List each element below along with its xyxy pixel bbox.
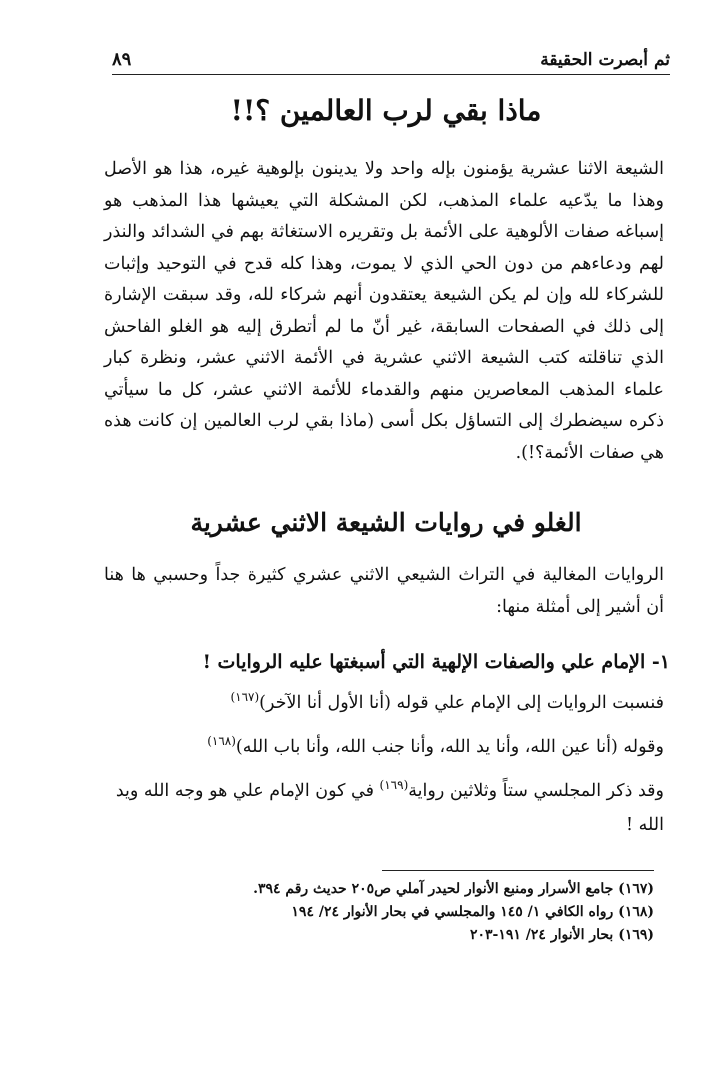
- narration-3-text-a: وقد ذكر المجلسي ستاً وثلاثين رواية: [408, 781, 664, 801]
- narration-line-3: [104, 774, 664, 842]
- narration-2-text: وقوله (أنا عين الله، وأنا يد الله، وأنا جنب الله، وأنا باب الله): [235, 737, 664, 757]
- narration-line-2: [104, 730, 664, 764]
- footnote-ref-168[interactable]: (١٦٨): [207, 734, 236, 749]
- footnote-168: (١٦٨) رواه الكافي ١/ ١٤٥ والمجلسي في بحار الأنوار ٢٤/ ١٩٤: [291, 904, 654, 920]
- subheading-imam-ali: ١- الإمام علي والصفات الإلهية التي أسبغتها عليه الروايات !: [202, 651, 670, 673]
- book-title: ثم أبصرت الحقيقة: [540, 50, 670, 70]
- section-title-main: ماذا بقي لرب العالمين ؟!!: [230, 94, 542, 127]
- narration-line-1: [104, 686, 664, 720]
- narration-1-text: فنسبت الروايات إلى الإمام علي قوله (أنا الأول أنا الآخر): [259, 693, 664, 713]
- footnote-ref-169[interactable]: (١٦٩): [379, 778, 409, 793]
- page-number: ٨٩: [112, 49, 132, 70]
- narration-3-text-b: في كون الإمام علي هو وجه الله ويد الله !: [115, 781, 664, 835]
- footnote-ref-167[interactable]: (١٦٧): [230, 690, 260, 705]
- running-header: [112, 44, 670, 75]
- footnote-169: (١٦٩) بحار الأنوار ٢٤/ ١٩١-٢٠٣: [469, 927, 654, 943]
- footnotes: [112, 878, 654, 947]
- gulu-paragraph: الروايات المغالية في التراث الشيعي الاثني عشري كثيرة جداً وحسبي ها هنا أن أشير إلى أمثلة منها:: [104, 565, 664, 617]
- footnote-167: (١٦٧) جامع الأسرار ومنبع الأنوار لحيدر آملي ص٢٠٥ حديث رقم ٣٩٤.: [253, 881, 654, 897]
- intro-paragraph: الشيعة الاثنا عشرية يؤمنون بإله واحد ولا يدينون بإلوهية غيره، هذا هو الأصل وهذا ما يدّعيه علماء المذهب، لكن المشكلة التي يعيشها هذا المذهب هو إسباغه صفات الألوهية على الأئمة بل وتقريره الاستغاثة بهم في الشدائد والنذر لهم ودعاءهم من دون الحي الذي لا يموت، وهذا كله قدح في التوحيد وإثبات للشركاء لله وإن لم يكن الشيعة يعتقدون أنهم شركاء لله، وقد سبقت الإشارة إلى ذلك في الصفحات السابقة، غير أنّ ما لم أتطرق إليه هو الغلو الفاحش الذي تناقلته كتب الشيعة الاثني عشرية في الأئمة الاثني عشر، ونظرة كبار علماء المذهب المعاصرين منهم والقدماء للأئمة الاثني عشر، كل ما سيأتي ذكره سيضطرك إلى التساؤل بكل أسى (ماذا بقي لرب العالمين إن كانت هذه هي صفات الأئمة؟!).: [104, 159, 664, 463]
- section-title-gulu: الغلو في روايات الشيعة الاثني عشرية: [190, 508, 582, 537]
- footnote-divider: [382, 870, 654, 871]
